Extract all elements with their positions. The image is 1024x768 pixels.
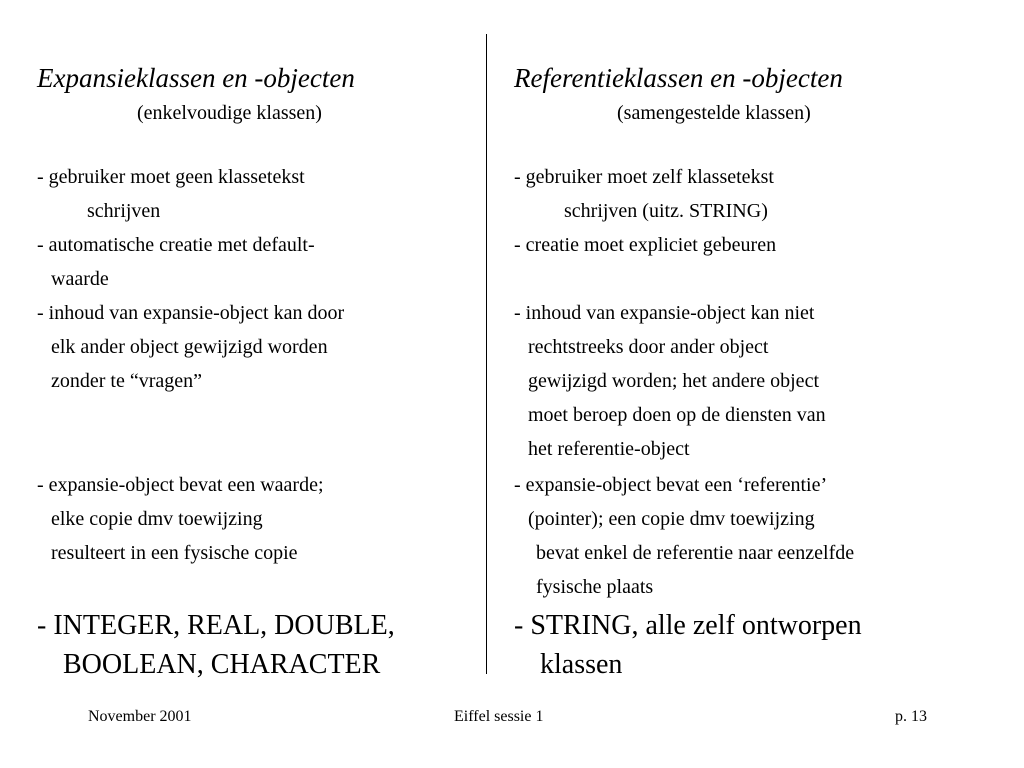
right-line: bevat enkel de referentie naar eenzelfde: [536, 542, 855, 564]
left-line: resulteert in een fysische copie: [51, 542, 298, 564]
footer-course: Eiffel sessie 1: [454, 708, 544, 725]
left-line: elke copie dmv toewijzing: [51, 508, 263, 530]
footer-page-number: p. 13: [895, 708, 927, 725]
right-title: Referentieklassen en -objecten: [514, 63, 843, 93]
left-subtitle: (enkelvoudige klassen): [137, 102, 322, 124]
right-subtitle: (samengestelde klassen): [617, 102, 811, 124]
left-line: - expansie-object bevat een waarde;: [37, 474, 324, 496]
right-types-line: klassen: [540, 649, 623, 680]
right-line: rechtstreeks door ander object: [528, 336, 769, 358]
right-line: het referentie-object: [528, 438, 690, 460]
left-line: waarde: [51, 268, 109, 290]
left-types-line: - INTEGER, REAL, DOUBLE,: [37, 610, 395, 641]
right-line: - expansie-object bevat een ‘referentie’: [514, 474, 828, 496]
right-line: gewijzigd worden; het andere object: [528, 370, 819, 392]
left-line: zonder te “vragen”: [51, 370, 203, 392]
footer-date: November 2001: [88, 708, 192, 725]
right-line: - gebruiker moet zelf klassetekst: [514, 166, 774, 188]
left-title: Expansieklassen en -objecten: [37, 63, 355, 93]
right-line: moet beroep doen op de diensten van: [528, 404, 826, 426]
right-types-line: - STRING, alle zelf ontworpen: [514, 610, 862, 641]
column-divider: [486, 34, 487, 674]
left-line: - inhoud van expansie-object kan door: [37, 302, 345, 324]
left-types-line: BOOLEAN, CHARACTER: [63, 649, 381, 680]
right-line: (pointer); een copie dmv toewijzing: [528, 508, 815, 530]
left-line: - gebruiker moet geen klassetekst: [37, 166, 305, 188]
left-line: elk ander object gewijzigd worden: [51, 336, 328, 358]
right-line: fysische plaats: [536, 576, 654, 598]
left-line: - automatische creatie met default-: [37, 234, 315, 256]
right-line: - creatie moet expliciet gebeuren: [514, 234, 777, 256]
left-line: schrijven: [87, 200, 161, 222]
right-line: schrijven (uitz. STRING): [564, 200, 768, 222]
right-line: - inhoud van expansie-object kan niet: [514, 302, 815, 324]
